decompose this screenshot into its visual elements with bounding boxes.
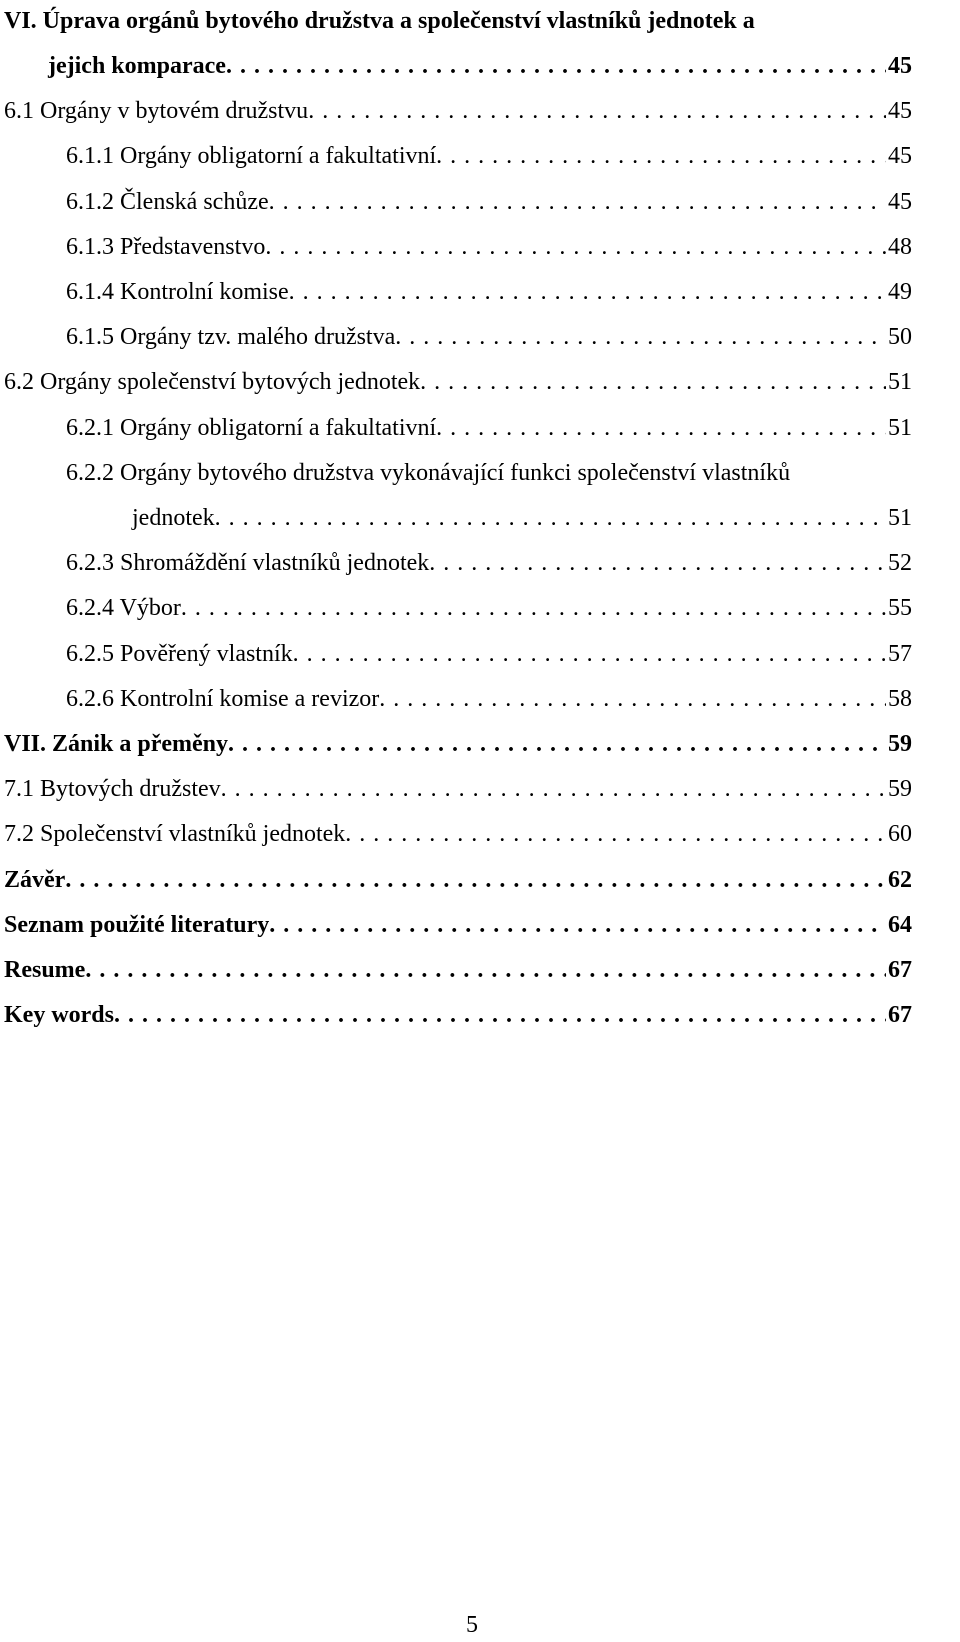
toc-entry-title: 7.1 Bytových družstev [4,776,221,802]
toc-leader-dots [65,865,886,895]
toc-entry-6-1-5[interactable] [66,322,912,352]
toc-entry-6-2-3[interactable] [66,548,912,578]
toc-entry-title: 6.1.2 Členská schůze [66,189,269,215]
toc-chapter-6-heading-cont[interactable] [48,51,912,81]
toc-entry-page: 49 [888,279,912,305]
toc-leader-dots [429,548,886,578]
toc-leader-dots [265,232,886,262]
toc-entry-6-2-2-cont[interactable] [132,503,912,533]
toc-entry-literatura[interactable] [4,910,912,940]
toc-entry-page: 55 [888,595,912,621]
toc-leader-dots [395,322,886,352]
toc-entry-title: 6.1 Orgány v bytovém družstvu [4,98,309,124]
toc-entry-title: 6.1.4 Kontrolní komise [66,279,289,305]
toc-entry-6-2[interactable] [4,367,912,397]
toc-entry-6-2-4[interactable] [66,593,912,623]
toc-entry-title: 6.2.1 Orgány obligatorní a fakultativní [66,415,437,441]
toc-entry-6-1[interactable] [4,96,912,126]
toc-entry-6-1-4[interactable] [66,277,912,307]
toc-entry-6-1-1[interactable] [66,141,912,171]
toc-entry-page: 57 [888,641,912,667]
toc-leader-dots [269,910,886,940]
toc-entry-title: Seznam použité literatury [4,912,270,938]
toc-entry-title: 6.2.3 Shromáždění vlastníků jednotek [66,550,430,576]
toc-entry-page: 67 [888,1002,912,1028]
toc-leader-dots [436,413,886,443]
toc-entry-page: 45 [888,189,912,215]
toc-leader-dots [269,187,886,217]
toc-entry-page: 62 [888,867,912,893]
toc-leader-dots [308,96,886,126]
toc-entry-title: Key words [4,1002,114,1028]
toc-entry-7-1[interactable] [4,774,912,804]
toc-entry-page: 58 [888,686,912,712]
toc-entry-6-2-1[interactable] [66,413,912,443]
toc-entry-6-1-3[interactable] [66,232,912,262]
toc-chapter-7[interactable] [4,729,912,759]
toc-chapter-6-heading[interactable]: VI. Úprava orgánů bytového družstva a společenství vlastníků jednotek a [4,8,755,34]
toc-entry-page: 59 [888,776,912,802]
toc-entry-title: 6.2 Orgány společenství bytových jednotek [4,369,421,395]
toc-entry-page: 52 [888,550,912,576]
toc-entry-title: jejich komparace [48,53,226,79]
toc-leader-dots [436,141,886,171]
toc-entry-page: 51 [888,415,912,441]
toc-entry-title: 6.1.1 Orgány obligatorní a fakultativní [66,143,437,169]
toc-entry-title: VII. Zánik a přeměny [4,731,229,757]
toc-entry-page: 67 [888,957,912,983]
toc-entry-6-1-2[interactable] [66,187,912,217]
toc-leader-dots [226,51,886,81]
toc-entry-6-2-6[interactable] [66,684,912,714]
toc-entry-page: 50 [888,324,912,350]
toc-entry-key-words[interactable] [4,1000,912,1030]
toc-entry-title: 6.2.6 Kontrolní komise a revizor [66,686,380,712]
toc-entry-6-2-5[interactable] [66,639,912,669]
toc-entry-title: 6.1.5 Orgány tzv. malého družstva [66,324,396,350]
page-number: 5 [466,1612,478,1638]
toc-leader-dots [221,774,886,804]
toc-entry-title: 6.2.5 Pověřený vlastník [66,641,293,667]
toc-entry-title: 6.2.4 Výbor [66,595,181,621]
toc-entry-page: 59 [888,731,912,757]
toc-entry-title: jednotek [132,505,215,531]
toc-entry-page: 45 [888,98,912,124]
toc-entry-7-2[interactable] [4,819,912,849]
toc-leader-dots [289,277,886,307]
toc-leader-dots [215,503,886,533]
toc-entry-page: 48 [888,234,912,260]
toc-entry-title: 7.2 Společenství vlastníků jednotek [4,821,346,847]
toc-entry-title: Závěr [4,867,66,893]
toc-entry-title: 6.1.3 Představenstvo [66,234,266,260]
toc-entry-page: 64 [888,912,912,938]
toc-entry-6-2-2[interactable]: 6.2.2 Orgány bytového družstva vykonávající funkci společenství vlastníků [66,460,791,486]
toc-entry-page: 45 [888,143,912,169]
toc-leader-dots [181,593,886,623]
toc-entry-resume[interactable] [4,955,912,985]
toc-entry-page: 60 [888,821,912,847]
toc-leader-dots [345,819,886,849]
toc-entry-title: Resume [4,957,86,983]
toc-entry-page: 51 [888,505,912,531]
toc-leader-dots [420,367,886,397]
toc-leader-dots [379,684,886,714]
toc-entry-page: 45 [888,53,912,79]
toc-leader-dots [228,729,886,759]
toc-leader-dots [114,1000,886,1030]
toc-entry-page: 51 [888,369,912,395]
toc-entry-zaver[interactable] [4,865,912,895]
toc-leader-dots [293,639,886,669]
toc-leader-dots [85,955,886,985]
